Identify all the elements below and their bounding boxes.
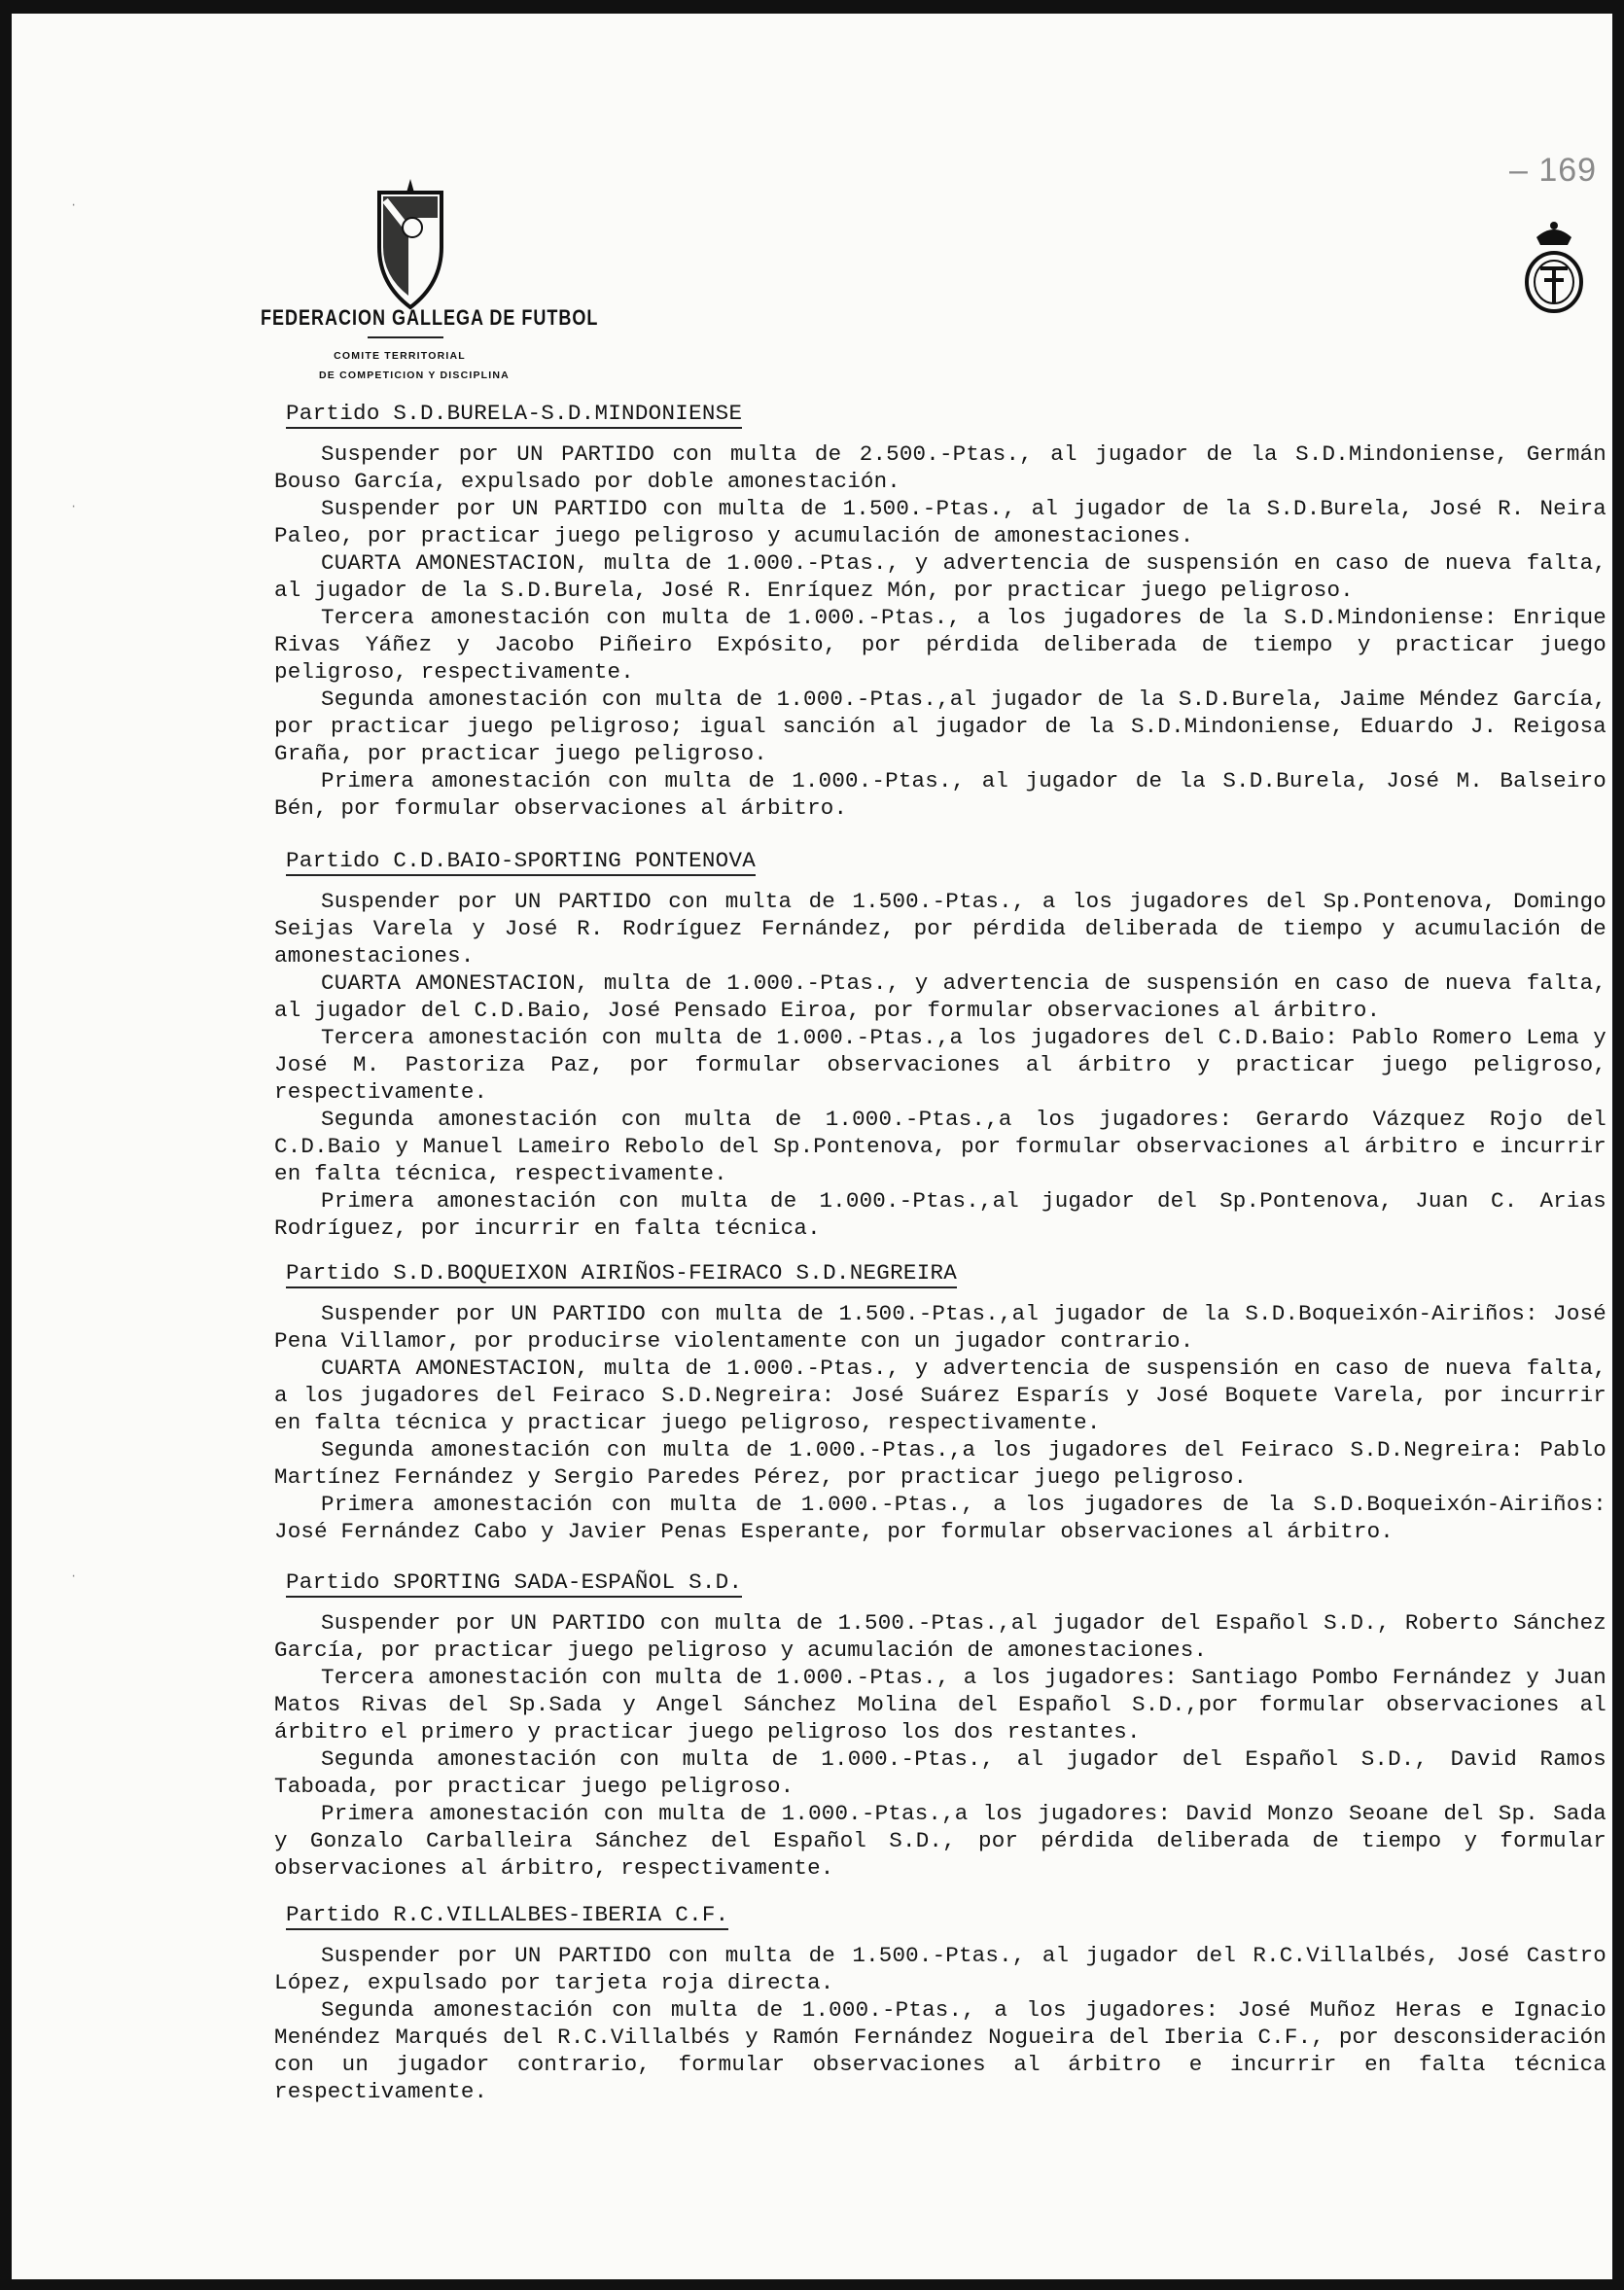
sanction-paragraph: CUARTA AMONESTACION, multa de 1.000.-Ptas., y advertencia de suspensión en caso de nueva falta, al jugador de la S.D.Burela, José R. Enríquez Món, por practicar juego peligroso. bbox=[274, 550, 1606, 603]
sanction-paragraph: Suspender por UN PARTIDO con multa de 2.500.-Ptas., al jugador de la S.D.Mindoniense, Germán Bouso García, expulsado por doble amonestación. bbox=[274, 441, 1606, 494]
sanction-paragraph: Tercera amonestación con multa de 1.000.-Ptas.,a los jugadores del C.D.Baio: Pablo Romero Lema y José M. Pastoriza Paz, por formular observaciones al árbitro y practicar juego peligroso, respectivamente. bbox=[274, 1025, 1606, 1105]
match-section-baio-pontenova bbox=[274, 848, 1606, 1242]
sanction-paragraph: CUARTA AMONESTACION, multa de 1.000.-Ptas., y advertencia de suspensión en caso de nueva falta, al jugador del C.D.Baio, José Pensado Eiroa, por formular observaciones al árbitro. bbox=[274, 970, 1606, 1023]
match-section-boqueixon-negreira bbox=[274, 1260, 1606, 1545]
match-section-villalbes-iberia bbox=[274, 1902, 1606, 2105]
sanctions-list bbox=[274, 1300, 1606, 1545]
header-divider bbox=[368, 336, 443, 338]
match-section-burela-mindoniense bbox=[274, 401, 1606, 822]
federation-shield-icon bbox=[371, 179, 449, 315]
sanction-paragraph: Segunda amonestación con multa de 1.000.-Ptas.,al jugador de la S.D.Burela, Jaime Méndez García, por practicar juego peligroso; igual sanción al jugador de la S.D.Mindoniense, Eduardo J. Reigosa Graña, por practicar juego peligroso. bbox=[274, 687, 1606, 766]
federation-name: FEDERACION GALLEGA DE FUTBOL bbox=[261, 305, 599, 330]
match-heading: Partido R.C.VILLALBES-IBERIA C.F. bbox=[286, 1902, 728, 1930]
scan-speck: · bbox=[70, 1569, 78, 1583]
sanction-paragraph: Tercera amonestación con multa de 1.000.-Ptas., a los jugadores de la S.D.Mindoniense: Enrique Rivas Yáñez y Jacobo Piñeiro Expósito, por pérdida deliberada de tiempo y practicar juego peligroso, respectivamente. bbox=[274, 605, 1606, 685]
sanction-paragraph: Suspender por UN PARTIDO con multa de 1.500.-Ptas., a los jugadores del Sp.Pontenova, Domingo Seijas Varela y José R. Rodríguez Fernández, por pérdida deliberada de tiempo y acumulación de amonestaciones. bbox=[274, 889, 1606, 969]
sanction-paragraph: Segunda amonestación con multa de 1.000.-Ptas., a los jugadores: José Muñoz Heras e Ignacio Menéndez Marqués del R.C.Villalbés y Ramón Fernández Nogueira del Iberia C.F., por desconsideración con un jugador contrario, formular observaciones al árbitro e incurrir en falta técnica respectivamente. bbox=[274, 1997, 1606, 2104]
sanction-paragraph: Primera amonestación con multa de 1.000.-Ptas., a los jugadores de la S.D.Boqueixón-Airiños: José Fernández Cabo y Javier Penas Esperante, por formular observaciones al árbitro. bbox=[274, 1492, 1606, 1544]
sanction-paragraph: Segunda amonestación con multa de 1.000.-Ptas.,a los jugadores: Gerardo Vázquez Rojo del C.D.Baio y Manuel Lameiro Rebolo del Sp.Pontenova, por formular observaciones al árbitro e incurrir en falta técnica, respectivamente. bbox=[274, 1107, 1606, 1186]
scan-speck: · bbox=[70, 500, 78, 513]
sanctions-list bbox=[274, 440, 1606, 822]
committee-title bbox=[303, 346, 525, 385]
match-heading: Partido SPORTING SADA-ESPAÑOL S.D. bbox=[286, 1569, 742, 1598]
sanction-paragraph: Primera amonestación con multa de 1.000.-Ptas.,al jugador del Sp.Pontenova, Juan C. Arias Rodríguez, por incurrir en falta técnica. bbox=[274, 1188, 1606, 1241]
sanction-paragraph: Segunda amonestación con multa de 1.000.-Ptas.,a los jugadores del Feiraco S.D.Negreira: Pablo Martínez Fernández y Sergio Paredes Pérez, por practicar juego peligroso. bbox=[274, 1437, 1606, 1490]
sanctions-list bbox=[274, 1609, 1606, 1882]
sanction-paragraph: CUARTA AMONESTACION, multa de 1.000.-Ptas., y advertencia de suspensión en caso de nueva falta, a los jugadores del Feiraco S.D.Negreira: José Suárez Esparís y José Boquete Varela, por incurrir en falta técnica y practicar juego peligroso, respectivamente. bbox=[274, 1356, 1606, 1435]
sanction-paragraph: Segunda amonestación con multa de 1.000.-Ptas., al jugador del Español S.D., David Ramos Taboada, por practicar juego peligroso. bbox=[274, 1746, 1606, 1799]
sanction-paragraph: Suspender por UN PARTIDO con multa de 1.500.-Ptas.,al jugador de la S.D.Boqueixón-Airiños: José Pena Villamor, por producirse violentamente con un jugador contrario. bbox=[274, 1301, 1606, 1354]
sanctions-list bbox=[274, 1942, 1606, 2105]
page-number: – 169 bbox=[1509, 152, 1598, 189]
scan-speck: · bbox=[70, 198, 78, 212]
sanctions-list bbox=[274, 888, 1606, 1242]
match-section-sada-espanol bbox=[274, 1569, 1606, 1882]
sanction-paragraph: Tercera amonestación con multa de 1.000.-Ptas., a los jugadores: Santiago Pombo Fernández y Juan Matos Rivas del Sp.Sada y Angel Sánchez Molina del Español S.D.,por formular observaciones al árbitro el primero y practicar juego peligroso los dos restantes. bbox=[274, 1665, 1606, 1744]
match-heading: Partido C.D.BAIO-SPORTING PONTENOVA bbox=[286, 848, 756, 876]
match-heading: Partido S.D.BURELA-S.D.MINDONIENSE bbox=[286, 401, 742, 429]
federation-crest-icon bbox=[1519, 218, 1589, 325]
sanction-paragraph: Primera amonestación con multa de 1.000.-Ptas., al jugador de la S.D.Burela, José M. Balseiro Bén, por formular observaciones al árbitro. bbox=[274, 768, 1606, 821]
match-heading: Partido S.D.BOQUEIXON AIRIÑOS-FEIRACO S.D.NEGREIRA bbox=[286, 1260, 957, 1288]
sanction-paragraph: Suspender por UN PARTIDO con multa de 1.500.-Ptas., al jugador del R.C.Villalbés, José Castro López, expulsado por tarjeta roja directa. bbox=[274, 1943, 1606, 1995]
sanction-paragraph: Suspender por UN PARTIDO con multa de 1.500.-Ptas., al jugador de la S.D.Burela, José R. Neira Paleo, por practicar juego peligroso y acumulación de amonestaciones. bbox=[274, 496, 1606, 548]
committee-line-2: DE COMPETICION Y DISCIPLINA bbox=[319, 370, 510, 381]
committee-line-1: COMITE TERRITORIAL bbox=[334, 350, 466, 362]
document-page bbox=[12, 14, 1612, 2279]
sanction-paragraph: Primera amonestación con multa de 1.000.-Ptas.,a los jugadores: David Monzo Seoane del Sp. Sada y Gonzalo Carballeira Sánchez del Español S.D., por pérdida deliberada de tiempo y formular observaciones al árbitro, respectivamente. bbox=[274, 1801, 1606, 1881]
sanction-paragraph: Suspender por UN PARTIDO con multa de 1.500.-Ptas.,al jugador del Español S.D., Roberto Sánchez García, por practicar juego peligroso y acumulación de amonestaciones. bbox=[274, 1610, 1606, 1663]
